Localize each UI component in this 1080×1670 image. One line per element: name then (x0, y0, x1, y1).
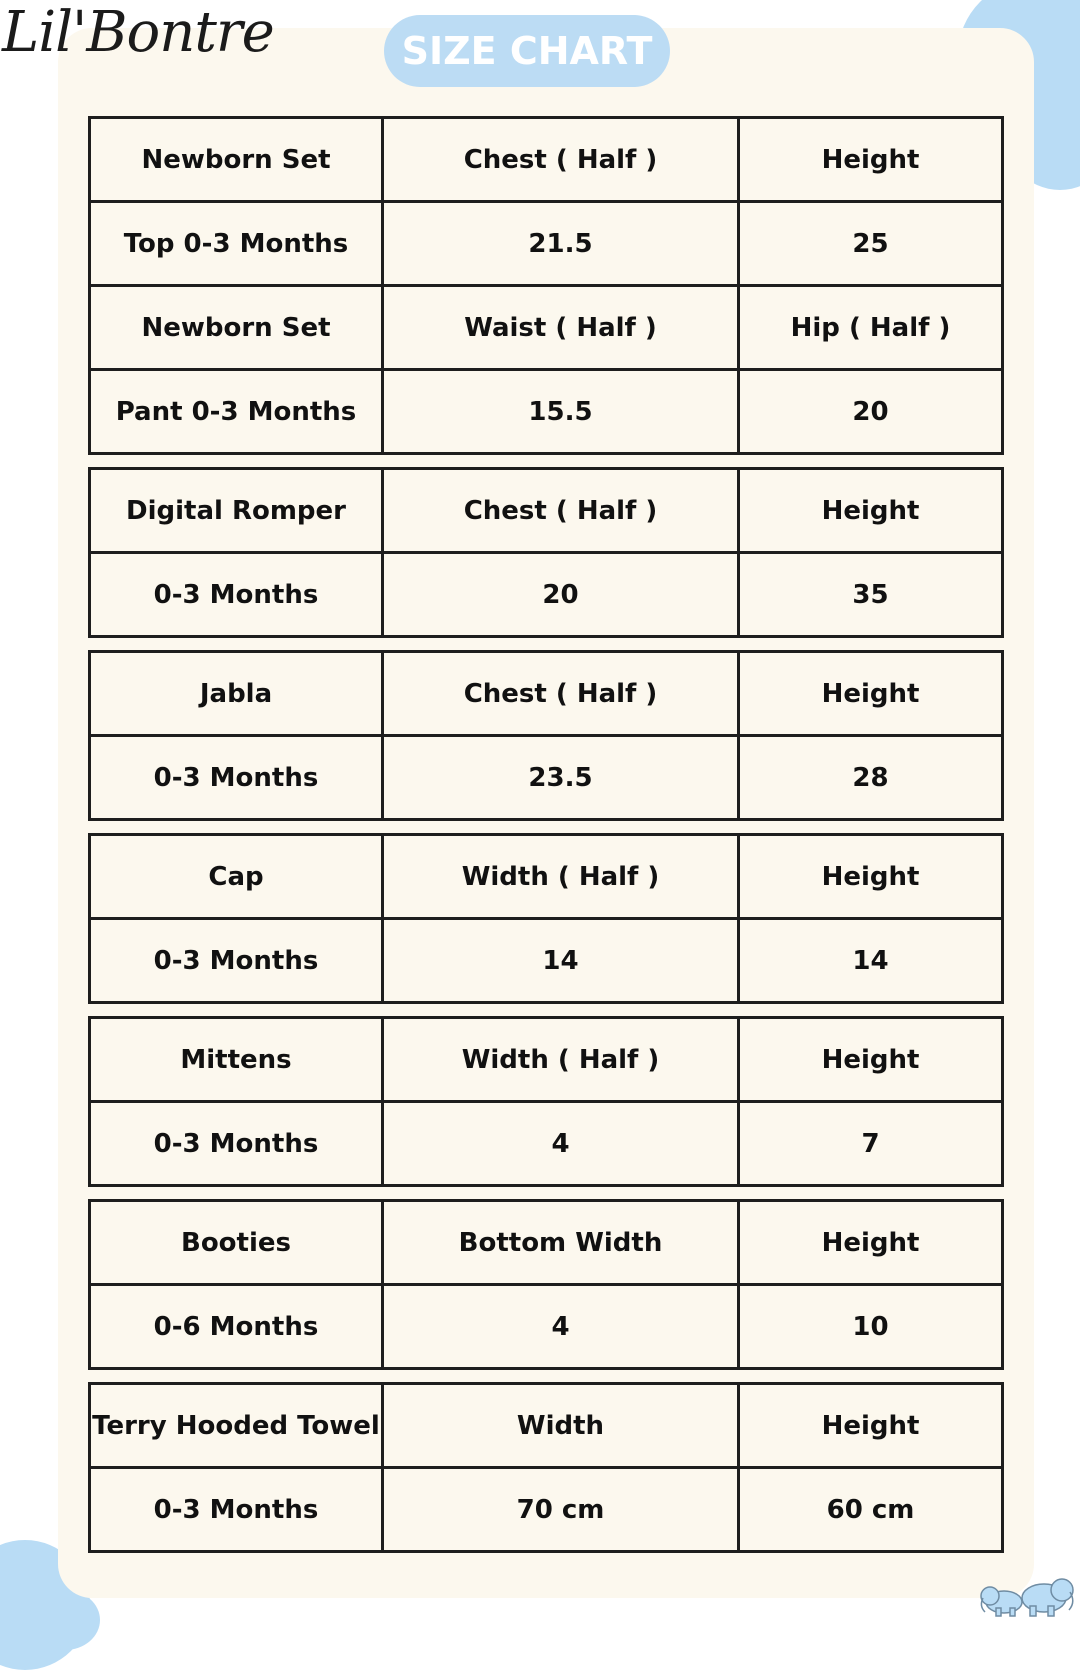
table-header-cell: Width ( Half ) (383, 1018, 739, 1102)
title-pill (384, 15, 670, 87)
table-cell: 21.5 (383, 202, 739, 286)
table-header-cell: Height (739, 1201, 1003, 1285)
table-cell: 0-3 Months (90, 1468, 383, 1552)
table-header-cell: Digital Romper (90, 469, 383, 553)
table-cell: 4 (383, 1285, 739, 1369)
brand-logo: Lil'Bontre (2, 0, 274, 65)
table-cell: 14 (383, 919, 739, 1003)
size-table (88, 650, 1004, 821)
table-cell: 10 (739, 1285, 1003, 1369)
table-cell: 14 (739, 919, 1003, 1003)
table-header-cell: Jabla (90, 652, 383, 736)
table-cell: 0-3 Months (90, 919, 383, 1003)
size-table (88, 833, 1004, 1004)
table-cell: 70 cm (383, 1468, 739, 1552)
table-header-cell: Height (739, 118, 1003, 202)
table-header-cell: Cap (90, 835, 383, 919)
size-table (88, 467, 1004, 638)
table-cell: 28 (739, 736, 1003, 820)
table-header-cell: Height (739, 652, 1003, 736)
table-row (90, 736, 1003, 820)
table-cell: 23.5 (383, 736, 739, 820)
table-row (90, 202, 1003, 286)
table-cell: 4 (383, 1102, 739, 1186)
table-row (90, 1201, 1003, 1285)
table-row (90, 1018, 1003, 1102)
table-cell: Top 0-3 Months (90, 202, 383, 286)
table-header-cell: Width ( Half ) (383, 835, 739, 919)
table-row (90, 919, 1003, 1003)
table-header-cell: Booties (90, 1201, 383, 1285)
table-header-cell: Bottom Width (383, 1201, 739, 1285)
table-header-cell: Waist ( Half ) (383, 286, 739, 370)
size-table (88, 116, 1004, 455)
table-row (90, 286, 1003, 370)
table-header-cell: Mittens (90, 1018, 383, 1102)
table-cell: 20 (739, 370, 1003, 454)
table-cell: 25 (739, 202, 1003, 286)
size-tables (88, 116, 1004, 1565)
table-row (90, 469, 1003, 553)
table-cell: 60 cm (739, 1468, 1003, 1552)
elephant-icon (978, 1574, 1074, 1618)
table-cell: 35 (739, 553, 1003, 637)
table-row (90, 1285, 1003, 1369)
table-cell: 0-3 Months (90, 553, 383, 637)
table-header-cell: Newborn Set (90, 286, 383, 370)
page-title: SIZE CHART (401, 29, 653, 73)
table-cell: 0-3 Months (90, 736, 383, 820)
table-row (90, 835, 1003, 919)
table-row (90, 370, 1003, 454)
table-header-cell: Height (739, 1384, 1003, 1468)
size-table (88, 1382, 1004, 1553)
table-header-cell: Chest ( Half ) (383, 469, 739, 553)
table-row (90, 118, 1003, 202)
table-row (90, 652, 1003, 736)
table-cell: 20 (383, 553, 739, 637)
table-header-cell: Hip ( Half ) (739, 286, 1003, 370)
table-header-cell: Newborn Set (90, 118, 383, 202)
table-header-cell: Height (739, 1018, 1003, 1102)
table-row (90, 1102, 1003, 1186)
table-header-cell: Chest ( Half ) (383, 118, 739, 202)
table-cell: 0-6 Months (90, 1285, 383, 1369)
size-table (88, 1199, 1004, 1370)
table-header-cell: Chest ( Half ) (383, 652, 739, 736)
table-cell: 15.5 (383, 370, 739, 454)
table-header-cell: Height (739, 469, 1003, 553)
table-row (90, 1468, 1003, 1552)
table-cell: Pant 0-3 Months (90, 370, 383, 454)
size-table (88, 1016, 1004, 1187)
table-header-cell: Height (739, 835, 1003, 919)
table-header-cell: Terry Hooded Towel (90, 1384, 383, 1468)
table-row (90, 1384, 1003, 1468)
cloud-bottom-left-2 (30, 1590, 100, 1650)
table-cell: 7 (739, 1102, 1003, 1186)
table-row (90, 553, 1003, 637)
table-header-cell: Width (383, 1384, 739, 1468)
table-cell: 0-3 Months (90, 1102, 383, 1186)
